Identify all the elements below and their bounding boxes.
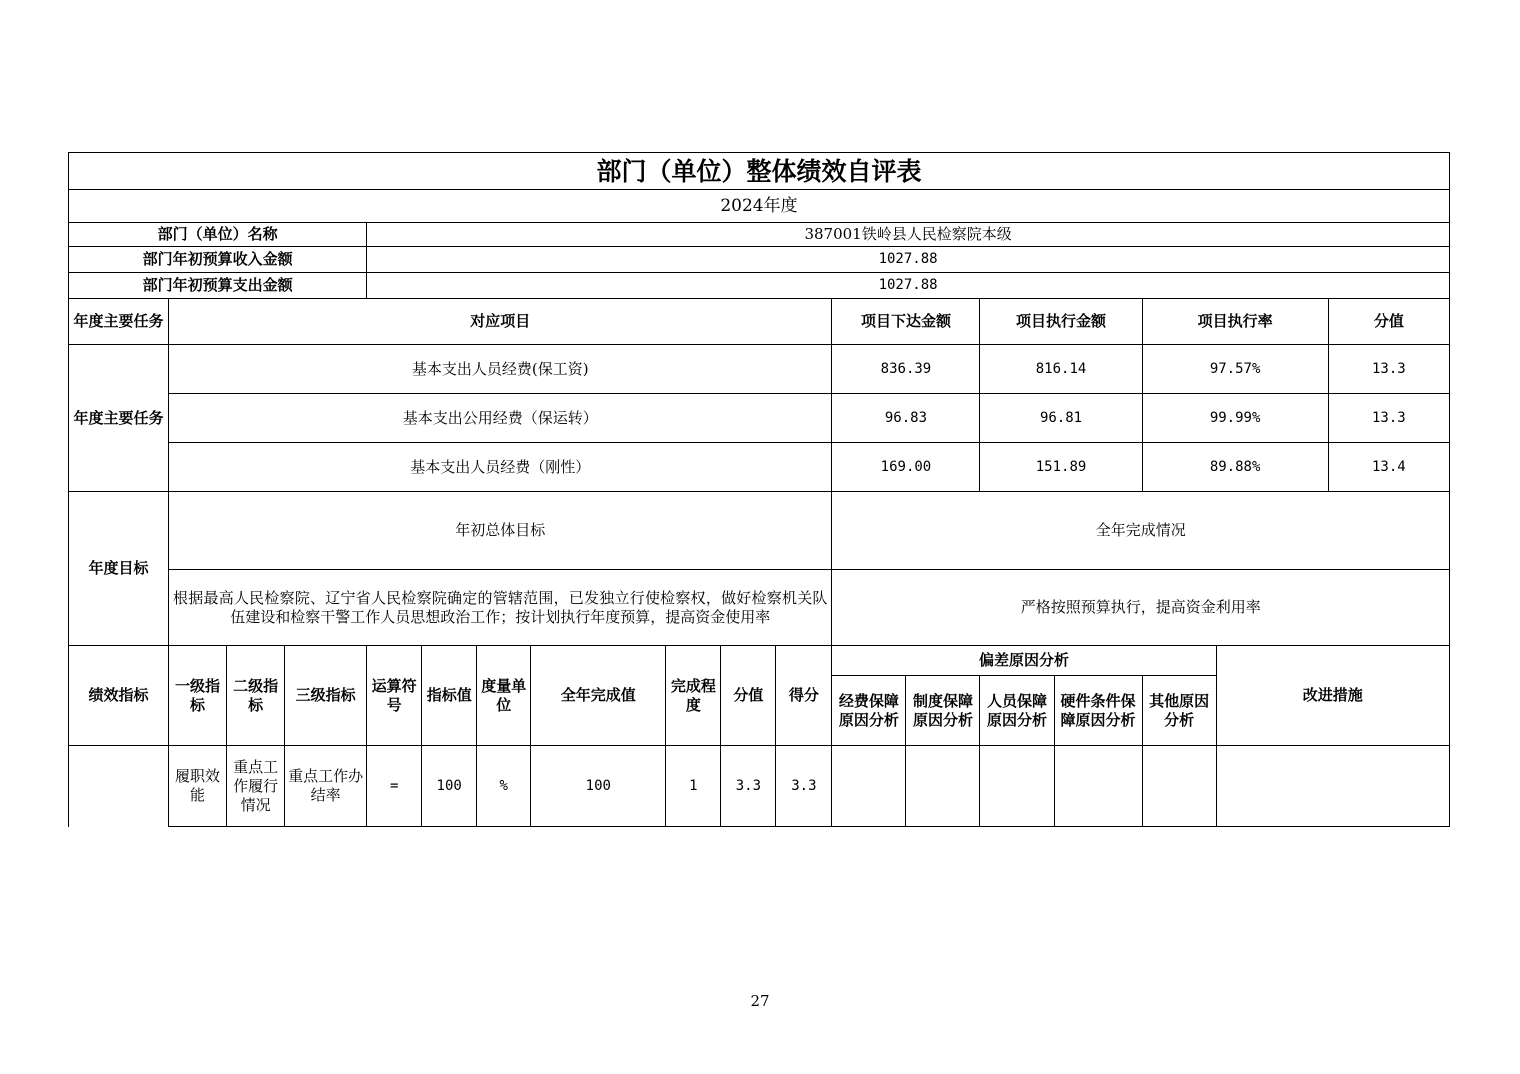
ind-operator: =	[367, 746, 422, 827]
ind-dev-other	[1142, 746, 1216, 827]
tasks-header-rate: 项目执行率	[1142, 299, 1328, 345]
ind-annual-value: 100	[531, 746, 666, 827]
ind-header-improvement: 改进措施	[1216, 646, 1449, 746]
ind-header-dev-personnel: 人员保障原因分析	[980, 676, 1054, 746]
ind-level2: 重点工作履行情况	[227, 746, 285, 827]
indicators-label-continued	[69, 746, 169, 827]
tasks-header-project: 对应项目	[169, 299, 832, 345]
goals-initial-header: 年初总体目标	[169, 492, 832, 570]
ind-dev-personnel	[980, 746, 1054, 827]
ind-header-annual-value: 全年完成值	[531, 646, 666, 746]
task-project: 基本支出人员经费(保工资)	[169, 345, 832, 394]
task-score-value: 13.4	[1328, 443, 1449, 492]
tasks-header-score-value: 分值	[1328, 299, 1449, 345]
page-number: 27	[750, 992, 770, 1010]
task-score-value: 13.3	[1328, 394, 1449, 443]
info-value-name: 387001铁岭县人民检察院本级	[367, 223, 1450, 247]
ind-header-dev-funding: 经费保障原因分析	[832, 676, 906, 746]
ind-completion: 1	[666, 746, 721, 827]
task-rate: 97.57%	[1142, 345, 1328, 394]
goals-initial-text: 根据最高人民检察院、辽宁省人民检察院确定的管辖范围，已发独立行使检察权，做好检察机关队伍建设和检察干警工作人员思想政治工作；按计划执行年度预算，提高资金使用率	[169, 570, 832, 646]
evaluation-table	[68, 152, 1450, 827]
ind-level3: 重点工作办结率	[285, 746, 367, 827]
performance-self-evaluation-sheet	[68, 152, 1450, 827]
sheet-year: 2024年度	[69, 190, 1450, 223]
ind-header-score: 得分	[776, 646, 832, 746]
task-executed: 96.81	[980, 394, 1142, 443]
task-issued: 169.00	[832, 443, 980, 492]
goals-completion-header: 全年完成情况	[832, 492, 1450, 570]
task-project: 基本支出公用经费（保运转）	[169, 394, 832, 443]
tasks-header-executed: 项目执行金额	[980, 299, 1142, 345]
ind-header-deviation: 偏差原因分析	[832, 646, 1216, 676]
goals-completion-text: 严格按照预算执行，提高资金利用率	[832, 570, 1450, 646]
ind-level1: 履职效能	[169, 746, 227, 827]
info-label-expense: 部门年初预算支出金额	[69, 273, 367, 299]
sheet-title: 部门（单位）整体绩效自评表	[69, 153, 1450, 190]
ind-score-value: 3.3	[721, 746, 776, 827]
info-value-expense: 1027.88	[367, 273, 1450, 299]
task-executed: 151.89	[980, 443, 1142, 492]
ind-header-dev-hardware: 硬件条件保障原因分析	[1054, 676, 1142, 746]
ind-dev-hardware	[1054, 746, 1142, 827]
ind-unit: %	[477, 746, 531, 827]
info-value-income: 1027.88	[367, 247, 1450, 273]
task-score-value: 13.3	[1328, 345, 1449, 394]
tasks-header-issued: 项目下达金额	[832, 299, 980, 345]
task-issued: 836.39	[832, 345, 980, 394]
ind-dev-funding	[832, 746, 906, 827]
ind-target: 100	[422, 746, 477, 827]
tasks-header-label: 年度主要任务	[69, 299, 169, 345]
ind-header-completion: 完成程度	[666, 646, 721, 746]
table-row	[69, 345, 1450, 394]
task-issued: 96.83	[832, 394, 980, 443]
ind-header-dev-other: 其他原因分析	[1142, 676, 1216, 746]
ind-header-level2: 二级指标	[227, 646, 285, 746]
task-rate: 89.88%	[1142, 443, 1328, 492]
indicators-label: 绩效指标	[69, 646, 169, 746]
ind-header-dev-system: 制度保障原因分析	[906, 676, 980, 746]
ind-header-level3: 三级指标	[285, 646, 367, 746]
ind-dev-system	[906, 746, 980, 827]
ind-header-target: 指标值	[422, 646, 477, 746]
info-label-income: 部门年初预算收入金额	[69, 247, 367, 273]
table-row	[69, 443, 1450, 492]
tasks-group-label: 年度主要任务	[69, 345, 169, 492]
task-project: 基本支出人员经费（刚性）	[169, 443, 832, 492]
task-rate: 99.99%	[1142, 394, 1328, 443]
goals-label: 年度目标	[69, 492, 169, 646]
ind-header-level1: 一级指标	[169, 646, 227, 746]
ind-header-operator: 运算符号	[367, 646, 422, 746]
ind-improvement	[1216, 746, 1449, 827]
ind-score: 3.3	[776, 746, 832, 827]
table-row	[69, 746, 1450, 827]
task-executed: 816.14	[980, 345, 1142, 394]
ind-header-score-value: 分值	[721, 646, 776, 746]
info-label-name: 部门（单位）名称	[69, 223, 367, 247]
table-row	[69, 394, 1450, 443]
ind-header-unit: 度量单位	[477, 646, 531, 746]
